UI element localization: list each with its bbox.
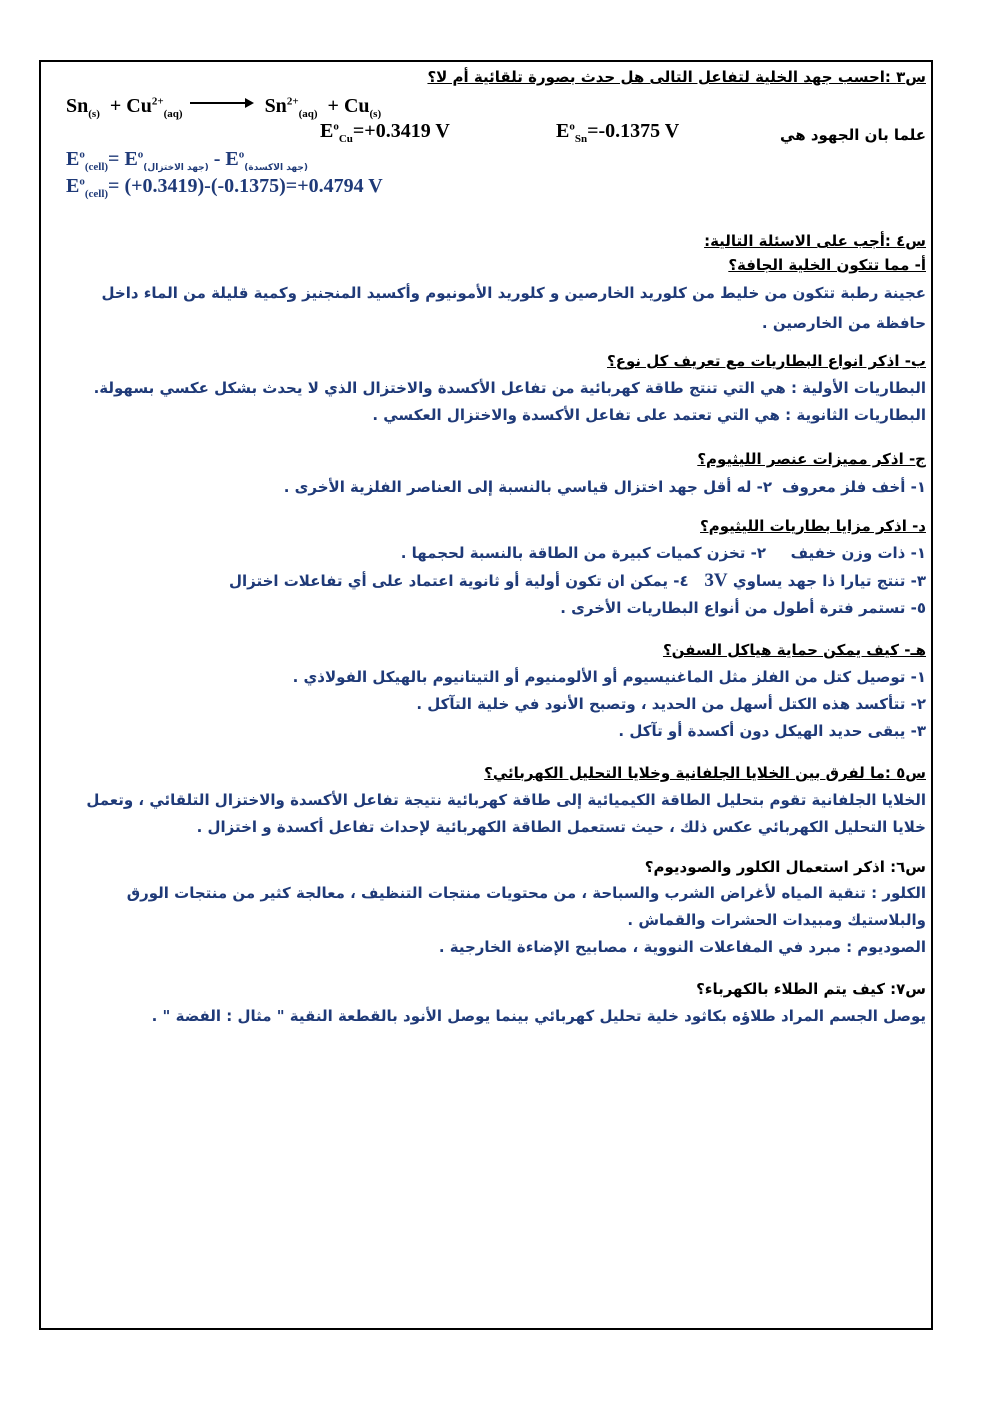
q4-b-answer-line2: البطاريات الثانوية : هي التي تعتمد على تفاعل الأكسدة والاختزال العكسي . bbox=[372, 406, 926, 424]
q4-d-answer-2: ٢- تخزن كميات كبيرة من الطاقة بالنسبة لحجمها . bbox=[400, 544, 766, 562]
q5-answer-line1: الخلايا الجلفانية تقوم بتحليل الطاقة الكيميائية إلى طاقة كهربائية نتيجة تفاعل الأكسدة والاختزال التلقائي ، وتعمل bbox=[86, 791, 926, 809]
reaction-equation: $Sn_{(s)} + Cu^{2+}_{(aq)}$ $Sn^{2+}_{(aq)} + Cu_{(s)}$ bbox=[66, 95, 382, 120]
q5-answer-line2: خلايا التحليل الكهربائي عكس ذلك ، حيث تستعمل الطاقة الكهربائية لإحداث تفاعل أكسدة و اختزال . bbox=[196, 818, 926, 836]
q4-d-answer-3: ٣- تنتج تيارا ذا جهد يساوي 3V ٤- يمكن ان تكون أولية أو ثانوية اعتماد على أي تفاعلات اختزال bbox=[228, 570, 926, 591]
reaction-arrow-icon bbox=[190, 98, 254, 108]
q6-answer-line2: والبلاستيك ومبيدات الحشرات والقماش . bbox=[627, 911, 926, 929]
q4-a-question: أ- مما تتكون الخلية الجافة؟ bbox=[728, 256, 926, 274]
q4-c-answer-2: ٢- له أقل جهد اختزال قياسي بالنسبة إلى العناصر الفلزية الأخرى . bbox=[283, 478, 772, 496]
q4-e-answer-3: ٣- يبقى حديد الهيكل دون أكسدة أو تآكل . bbox=[618, 722, 926, 740]
cell-potential-formula: $E^o_{(cell)}= E^o_{(جهد الاختزال)} - E^o_{(جهد الاكسدة)}$ bbox=[66, 148, 308, 173]
q3-title: س٣ :احسب جهد الخلية لتفاعل التالى هل حدث بصورة تلقائية أم لا؟ bbox=[427, 68, 926, 86]
q6-title: س٦: اذكر استعمال الكلور والصوديوم؟ bbox=[644, 858, 926, 876]
q6-answer-line1: الكلور : تنقية المياه لأغراض الشرب والسباحة ، من محتويات منتجات التنظيف ، معالجة كثير من منتجات الورق bbox=[126, 884, 926, 902]
q4-b-answer-line1: البطاريات الأولية : هي التي تنتج طاقة كهربائية من تفاعل الأكسدة والاختزال الذي لا يحدث بشكل عكسي بسهولة. bbox=[93, 379, 926, 397]
q4-e-question: هـ- كيف يمكن حماية هياكل السفن؟ bbox=[662, 641, 926, 659]
q6-answer-line3: الصوديوم : مبرد في المفاعلات النووية ، مصابيح الإضاءة الخارجية . bbox=[438, 938, 926, 956]
q4-e-answer-1: ١- توصيل كتل من الفلز مثل الماغنيسيوم أو الألومنيوم أو التيتانيوم بالهيكل الفولاذي . bbox=[292, 668, 926, 686]
q4-title: س٤ :أجب على الاسئلة التالية: bbox=[704, 232, 926, 250]
q4-a-answer-line2: حافظة من الخارصين . bbox=[761, 314, 926, 332]
q4-d-answer-5: ٥- تستمر فترة أطول من أنواع البطاريات الأخرى . bbox=[560, 599, 926, 617]
e-sn-value: $E^o_{Sn}=-0.1375$ V bbox=[556, 120, 680, 145]
q4-e-answer-2: ٢- تتأكسد هذه الكتل أسهل من الحديد ، وتصبح الأنود في خلية التآكل . bbox=[416, 695, 926, 713]
q7-answer: يوصل الجسم المراد طلاؤه بكاثود خلية تحليل كهربائي بينما يوصل الأنود بالقطعة النقية " مثال : الفضة " . bbox=[151, 1007, 926, 1025]
given-potentials-label: علما بان الجهود هي bbox=[780, 126, 926, 144]
q4-a-answer-line1: عجينة رطبة تتكون من خليط من كلوريد الخارصين و كلوريد الأمونيوم وأكسيد المنجنيز وكمية قليلة من الماء داخل bbox=[101, 284, 926, 302]
q4-c-answer-1: ١- أخف فلز معروف bbox=[782, 478, 926, 496]
cell-potential-result: $E^o_{(cell)}= (+0.3419)-(-0.1375)=+0.4794$ V bbox=[66, 175, 383, 200]
q7-title: س٧: كيف يتم الطلاء بالكهرباء؟ bbox=[696, 980, 926, 998]
q4-d-question: د- اذكر مزايا بطاريات الليثيوم؟ bbox=[700, 517, 926, 535]
q4-b-question: ب- اذكر انواع البطاريات مع تعريف كل نوع؟ bbox=[607, 352, 926, 370]
voltage-3v: 3V bbox=[704, 570, 728, 591]
q5-title: س٥ :ما لفرق بين الخلايا الجلفانية وخلايا التحليل الكهربائي؟ bbox=[484, 764, 926, 782]
q4-c-question: ج- اذكر مميزات عنصر الليثيوم؟ bbox=[697, 450, 926, 468]
e-cu-value: $E^o_{Cu}=+0.3419$ V bbox=[320, 120, 450, 145]
q4-d-answer-1: ١- ذات وزن خفيف bbox=[790, 544, 926, 562]
